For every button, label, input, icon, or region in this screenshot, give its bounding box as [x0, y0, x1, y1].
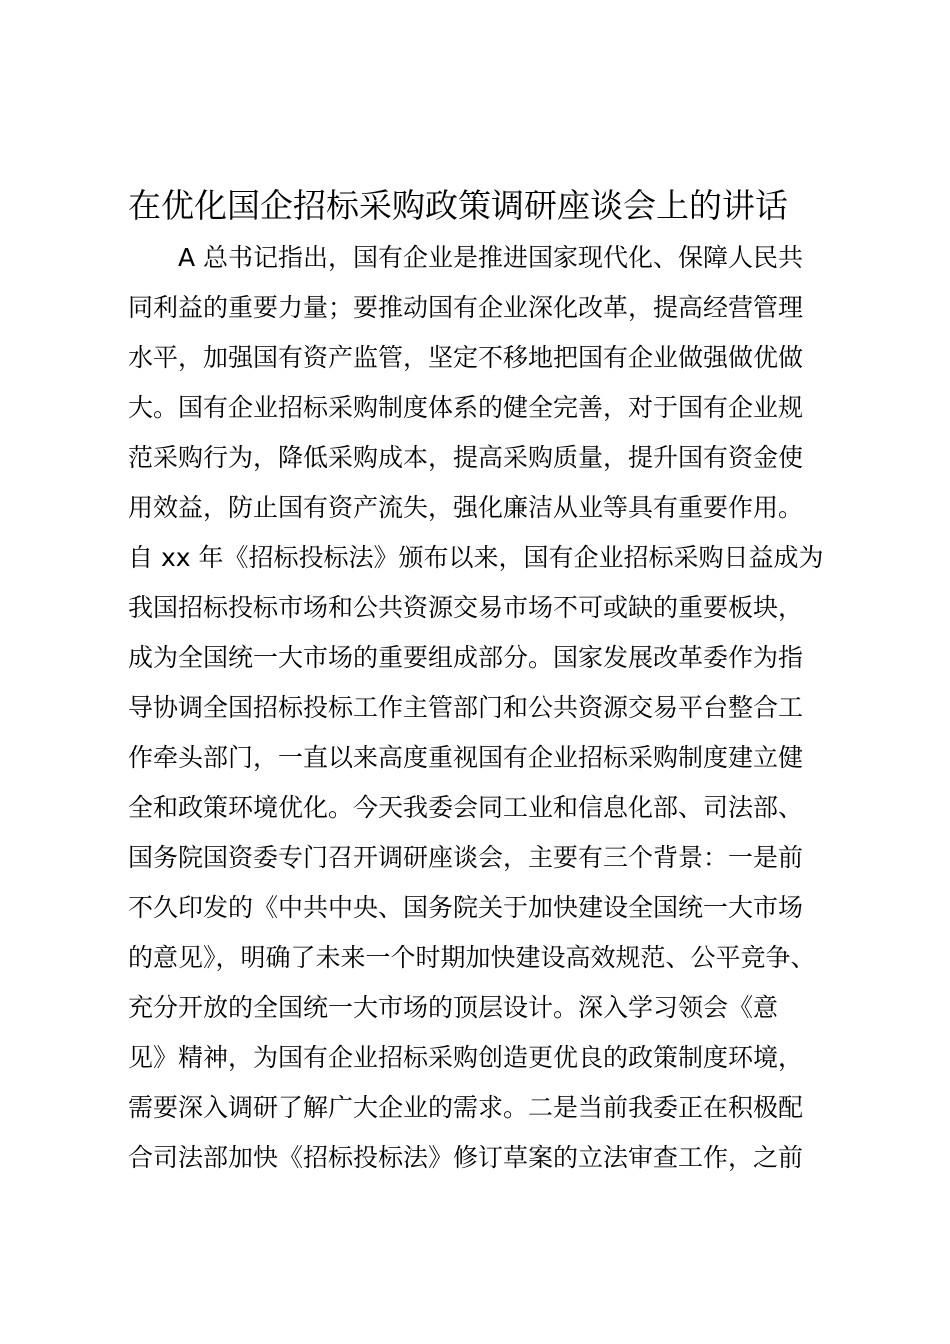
body-line: A 总书记指出，国有企业是推进国家现代化、保障人民共 [178, 243, 804, 272]
body-line: 充分开放的全国统一大市场的顶层设计。深入学习领会《意 [128, 993, 779, 1022]
body-line: 用效益，防止国有资产流失，强化廉洁从业等具有重要作用。 [128, 493, 804, 522]
document-body [128, 233, 848, 1183]
body-line: 导协调全国招标投标工作主管部门和公共资源交易平台整合工 [128, 693, 804, 722]
body-line: 需要深入调研了解广大企业的需求。二是当前我委正在积极配 [128, 1093, 804, 1122]
body-line: 成为全国统一大市场的重要组成部分。国家发展改革委作为指 [128, 643, 804, 672]
body-line: 范采购行为，降低采购成本，提高采购质量，提升国有资金使 [128, 443, 804, 472]
body-line: 合司法部加快《招标投标法》修订草案的立法审查工作，之前 [128, 1143, 804, 1172]
body-line: 不久印发的《中共中央、国务院关于加快建设全国统一大市场 [128, 893, 804, 922]
body-line: 水平，加强国有资产监管，坚定不移地把国有企业做强做优做 [128, 343, 804, 372]
body-line: 同利益的重要力量；要推动国有企业深化改革，提高经营管理 [128, 293, 804, 322]
body-line: 我国招标投标市场和公共资源交易市场不可或缺的重要板块， [128, 593, 804, 622]
body-line: 国务院国资委专门召开调研座谈会，主要有三个背景：一是前 [128, 843, 804, 872]
body-line: 的意见》，明确了未来一个时期加快建设高效规范、公平竞争、 [128, 943, 816, 972]
body-line: 自 xx 年《招标投标法》颁布以来，国有企业招标采购日益成为 [128, 543, 824, 572]
body-line: 全和政策环境优化。今天我委会同工业和信息化部、司法部、 [128, 793, 804, 822]
document-title: 在优化国企招标采购政策调研座谈会上的讲话 [128, 186, 788, 225]
body-line: 大。国有企业招标采购制度体系的健全完善，对于国有企业规 [128, 393, 804, 422]
body-line: 作牵头部门，一直以来高度重视国有企业招标采购制度建立健 [128, 743, 804, 772]
body-line: 见》精神，为国有企业招标采购创造更优良的政策制度环境， [128, 1043, 804, 1072]
